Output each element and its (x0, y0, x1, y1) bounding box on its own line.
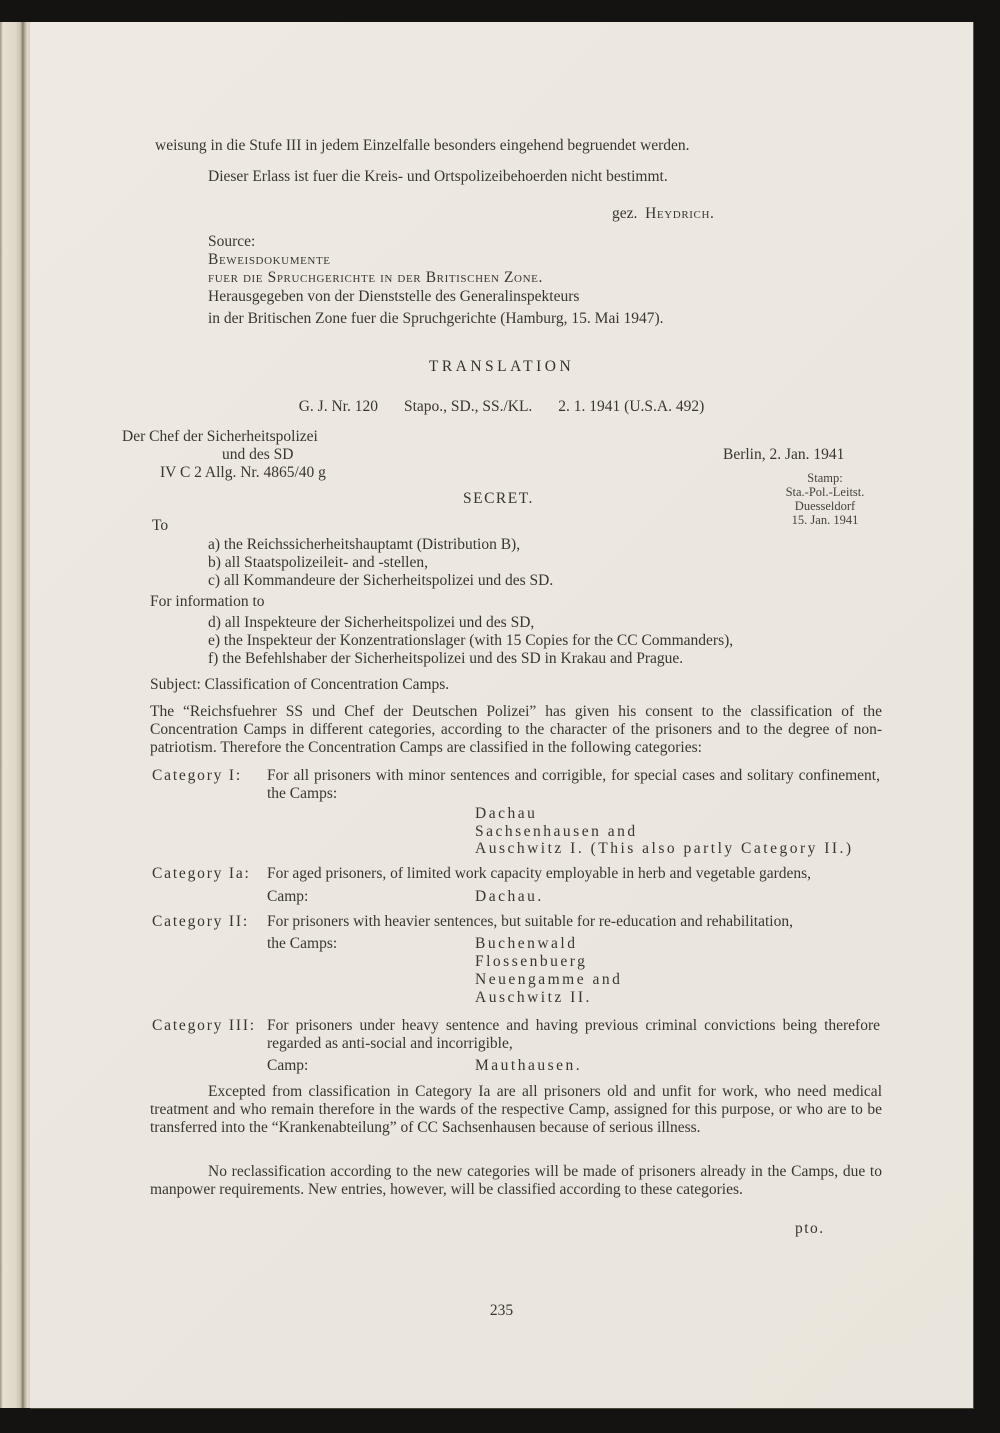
category-label: Category III: (152, 1017, 256, 1034)
page-number: 235 (489, 1302, 514, 1319)
page-stack-edge (0, 22, 30, 1408)
stamp-block (730, 471, 920, 527)
source-title-line: fuer die Spruchgerichte in der Britischen Zone. (208, 269, 543, 286)
camps-sublabel: Camp: (267, 888, 309, 905)
sender-line: Der Chef der Sicherheitspolizei (122, 428, 318, 445)
category-label: Category Ia: (152, 865, 251, 882)
fragment-line: Dieser Erlass ist fuer die Kreis- und Ortspolizeibehoerden nicht bestimmt. (208, 168, 668, 185)
category-section-2 (150, 913, 882, 1006)
info-label: For information to (150, 593, 265, 610)
category-section-1a (150, 865, 882, 905)
reclassification-paragraph: No reclassification according to the new categories will be made of prisoners already in the Camps, due to manpower requirements. New entries, however, will be classified according to these categories. (150, 1163, 882, 1198)
camp-name: Dachau. (475, 888, 544, 905)
source-publisher-line: in der Britischen Zone fuer die Spruchgerichte (Hamburg, 15. Mai 1947). (208, 310, 664, 327)
sender-line: und des SD (222, 446, 294, 463)
stamp-line: 15. Jan. 1941 (791, 513, 859, 527)
category-section-1 (150, 767, 882, 857)
reference-orgs: Stapo., SD., SS./KL. (403, 398, 533, 415)
source-publisher-line: Herausgegeben von der Dienststelle des Generalinspekteurs (208, 288, 580, 305)
classification-marking: SECRET. (463, 490, 534, 507)
category-description: For prisoners under heavy sentence and having previous criminal convictions being therefore regarded as anti-social and incorrigible, (267, 1017, 880, 1052)
stamp-line: Duesseldorf (794, 499, 856, 513)
category-label: Category I: (152, 767, 242, 784)
distribution-item: b) all Staatspolizeileit- and -stellen, (208, 554, 428, 571)
camps-sublabel: the Camps: (267, 935, 338, 952)
stamp-line: Stamp: (807, 471, 843, 485)
reference-line (30, 398, 973, 416)
place-date: Berlin, 2. Jan. 1941 (723, 446, 845, 463)
camp-name: Dachau (475, 805, 538, 822)
distribution-item: d) all Inspekteure der Sicherheitspolizei und des SD, (208, 614, 535, 631)
pto-note: pto. (795, 1220, 825, 1237)
category-label: Category II: (152, 913, 249, 930)
document-page (30, 22, 974, 1409)
signature-name: Heydrich. (645, 205, 715, 222)
category-section-3 (150, 1017, 882, 1074)
excepted-paragraph: Excepted from classification in Category Ia are all prisoners old and unfit for work, who need medical treatment and who remain therefore in the wards of the respective Camp, assigned for this purpose, or who are to be transferred into the “Krankenabteilung” of CC Sachsenhausen because of serious illness. (150, 1083, 882, 1136)
distribution-item: e) the Inspekteur der Konzentrationslager (with 15 Copies for the CC Commanders), (208, 632, 734, 649)
category-description: For aged prisoners, of limited work capacity employable in herb and vegetable gardens, (267, 865, 812, 882)
translation-heading: TRANSLATION (428, 358, 575, 375)
source-label: Source: (208, 233, 256, 250)
distribution-item: a) the Reichssicherheitshauptamt (Distribution B), (208, 536, 521, 553)
camp-name: Sachsenhausen and (475, 823, 638, 840)
camp-name: Mauthausen. (475, 1057, 583, 1074)
stamp-line: Sta.-Pol.-Leitst. (785, 485, 865, 499)
camp-name: Auschwitz I. (This also partly Category II.) (475, 840, 854, 857)
distribution-item: c) all Kommandeure der Sicherheitspolizei und des SD. (208, 572, 554, 589)
subject-line: Subject: Classification of Concentration Camps. (150, 676, 450, 693)
camp-name: Neuengamme and (475, 971, 623, 988)
camp-name: Buchenwald (475, 935, 578, 952)
camps-sublabel: Camp: (267, 1057, 309, 1074)
reference-number: G. J. Nr. 120 (298, 398, 378, 415)
source-title-line: Beweisdokumente (208, 251, 331, 268)
to-label: To (152, 517, 169, 534)
category-description: For prisoners with heavier sentences, but suitable for re-education and rehabilitation, (267, 913, 793, 930)
signature-prefix: gez. (612, 205, 638, 222)
signature-line (612, 205, 715, 223)
intro-paragraph: The “Reichsfuehrer SS und Chef der Deutschen Polizei” has given his consent to the classification of the Concentration Camps in different categories, according to the character of the prisoners and to the degree of non-patriotism. Therefore the Concentration Camps are classified in the following categories: (150, 703, 882, 756)
fragment-line: weisung in die Stufe III in jedem Einzelfalle besonders eingehend begruendet werden. (155, 137, 690, 154)
reference-date: 2. 1. 1941 (U.S.A. 492) (558, 398, 705, 415)
sender-line: IV C 2 Allg. Nr. 4865/40 g (160, 464, 326, 481)
camp-name: Flossenbuerg (475, 953, 588, 970)
distribution-item: f) the Befehlshaber der Sicherheitspolizei und des SD in Krakau and Prague. (208, 650, 684, 667)
category-description: For all prisoners with minor sentences and corrigible, for special cases and solitary confinement, the Camps: (267, 767, 880, 802)
camp-name: Auschwitz II. (475, 989, 592, 1006)
